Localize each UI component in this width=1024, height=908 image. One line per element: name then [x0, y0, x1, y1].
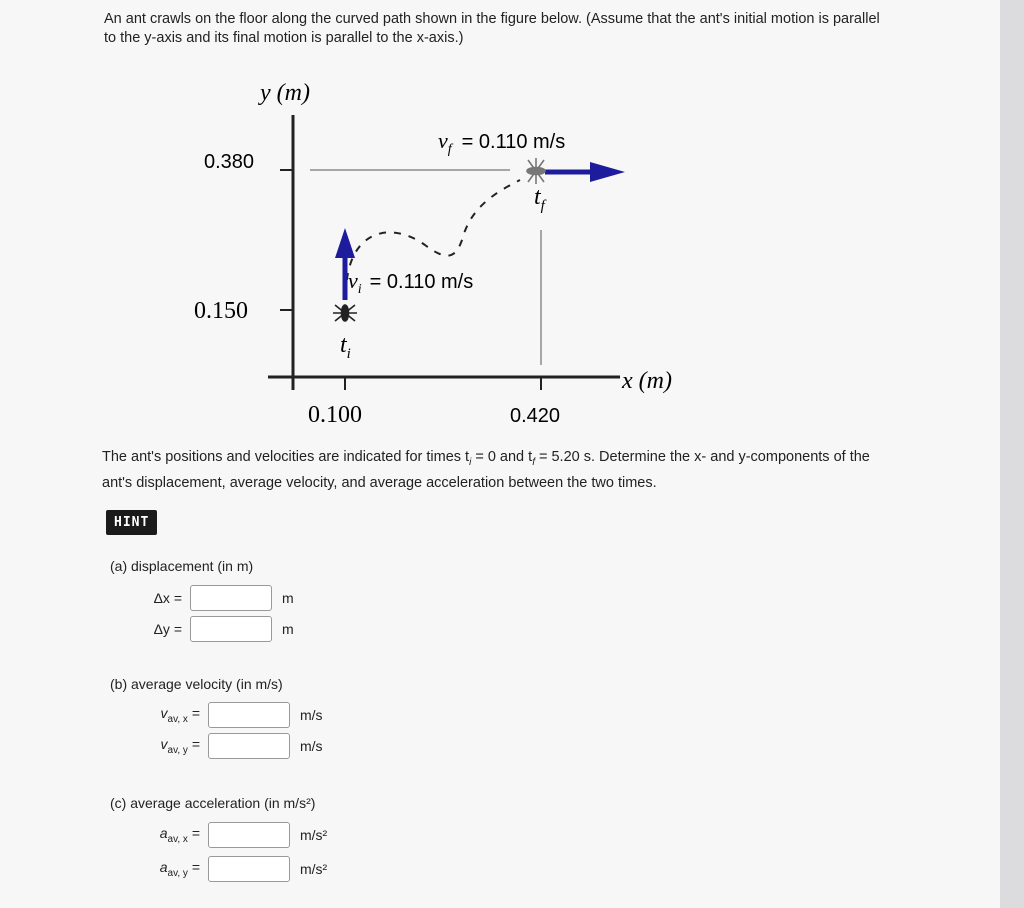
x-tick-0100: 0.100: [308, 402, 362, 428]
vav-y-equals: =: [191, 736, 200, 753]
scrollbar-track[interactable]: [1000, 0, 1024, 908]
aav-x-row: [140, 822, 327, 848]
vav-y-row: [140, 733, 323, 759]
intro-line-2: to the y-axis and its final motion is parallel to the x-axis.): [104, 30, 464, 46]
y-tick-0150: 0.150: [194, 298, 248, 324]
vi-symbol: v: [348, 268, 358, 293]
problem-text-1: The ant's positions and velocities are indicated for times t: [102, 449, 470, 465]
vav-x-equals: =: [191, 705, 200, 722]
delta-x-input[interactable]: [190, 585, 272, 611]
aav-x-symbol: a: [159, 825, 168, 842]
problem-line-1: The ant's positions and velocities are indicated for times $t_i = 0$ and $t_f = 5.20$ s. Determine the x- and y-components of the: [102, 449, 870, 468]
delta-y-input[interactable]: [190, 616, 272, 642]
delta-x-row: [140, 585, 294, 611]
vf-symbol: v: [438, 128, 448, 153]
vav-x-row: [140, 702, 323, 728]
delta-x-unit: m: [282, 590, 294, 606]
vav-y-sub: av, y: [167, 744, 188, 756]
vav-x-unit: m/s: [300, 707, 323, 723]
vi-value: = 0.110 m/s: [369, 271, 474, 293]
vf-arrowhead: [590, 162, 625, 182]
vav-y-unit: m/s: [300, 738, 323, 754]
ti-label: [340, 332, 351, 362]
problem-intro: [104, 10, 1014, 48]
part-a-heading: (a) displacement (in m): [110, 558, 254, 574]
part-b-heading: (b) average velocity (in m/s): [110, 676, 283, 692]
delta-y-label: Δy =: [153, 621, 182, 637]
tf-symbol: t: [534, 184, 541, 210]
aav-y-input[interactable]: [208, 856, 290, 882]
delta-x-label: Δx =: [153, 590, 182, 606]
intro-line-1: An ant crawls on the floor along the curved path shown in the figure below. (Assume that the ant's initial motion is parallel: [104, 11, 880, 27]
delta-y-row: [140, 616, 294, 642]
ti-symbol-sub: i: [346, 346, 351, 362]
ant-final-icon: [527, 158, 545, 184]
tf-symbol-sub: f: [540, 198, 545, 214]
hint-button[interactable]: HINT: [106, 510, 157, 535]
x-axis-label: x (m): [622, 368, 672, 394]
vav-y-symbol: v: [160, 736, 168, 753]
problem-statement: [102, 447, 1002, 494]
aav-x-unit: m/s²: [300, 827, 328, 843]
y-axis-label: y (m): [260, 80, 310, 106]
vi-symbol-sub: i: [357, 282, 362, 297]
ant-initial-icon: [333, 305, 357, 321]
ti-symbol: t: [340, 332, 347, 358]
vav-x-input[interactable]: [208, 702, 290, 728]
problem-line-2: ant's displacement, average velocity, and average acceleration between the two times.: [102, 474, 657, 491]
aav-y-symbol: a: [159, 859, 168, 876]
vav-x-label: [140, 705, 200, 725]
aav-x-input[interactable]: [208, 822, 290, 848]
vav-y-input[interactable]: [208, 733, 290, 759]
problem-text-2: = 0 and t: [471, 449, 533, 465]
aav-y-equals: =: [191, 859, 200, 876]
part-c-heading: (c) average acceleration (in m/s²): [110, 795, 316, 811]
vf-value: = 0.110 m/s: [461, 131, 566, 153]
aav-y-row: [140, 856, 327, 882]
aav-x-equals: =: [191, 825, 200, 842]
ant-path-figure: [180, 70, 720, 440]
aav-y-unit: m/s²: [300, 861, 328, 877]
vi-label: [348, 268, 473, 297]
vf-symbol-sub: f: [447, 142, 452, 157]
vav-x-symbol: v: [160, 705, 168, 722]
vav-y-label: [140, 736, 200, 756]
problem-text-3: = 5.20 s. Determine the x- and y-components of the: [534, 449, 870, 465]
aav-x-sub: av, x: [167, 833, 188, 845]
aav-x-label: [140, 825, 200, 845]
aav-y-label: [140, 859, 200, 879]
y-tick-0380: 0.380: [204, 151, 255, 173]
tf-label: [534, 184, 547, 214]
vav-x-sub: av, x: [167, 713, 188, 725]
x-tick-0420: 0.420: [510, 405, 561, 427]
vi-arrowhead: [335, 228, 355, 258]
delta-y-unit: m: [282, 621, 294, 637]
vf-label: [438, 128, 565, 157]
aav-y-sub: av, y: [167, 867, 188, 879]
